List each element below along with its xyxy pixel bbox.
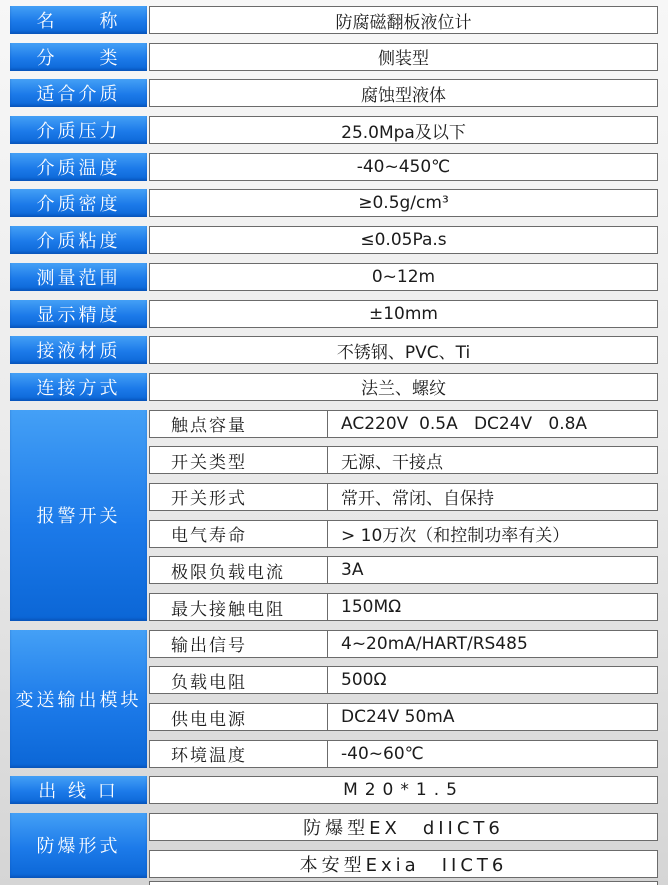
subrow-value: 3A bbox=[341, 560, 364, 581]
subrow-value: 500Ω bbox=[341, 670, 387, 691]
spec-subrow bbox=[149, 483, 658, 511]
subrow-value: > 10万次（和控制功率有关） bbox=[341, 526, 570, 547]
spec-subrow bbox=[149, 520, 658, 548]
row-label: 接液材质 bbox=[10, 336, 147, 364]
spec-subrow bbox=[149, 593, 658, 621]
table-row bbox=[10, 300, 668, 328]
table-row bbox=[10, 43, 668, 71]
row-value: 不锈钢、PVC、Ti bbox=[149, 336, 658, 364]
row-label: 测量范围 bbox=[10, 263, 147, 291]
spec-subrow bbox=[149, 556, 658, 584]
row-value: 0~12m bbox=[149, 263, 658, 291]
row-label: 连接方式 bbox=[10, 373, 147, 401]
subrow-value: 150MΩ bbox=[341, 597, 402, 617]
subrow-value: AC220V 0.5A DC24V 0.8A bbox=[341, 413, 588, 434]
section-rows bbox=[149, 630, 658, 768]
spec-subrow bbox=[149, 666, 658, 694]
table-row bbox=[10, 226, 668, 254]
subrow-value: -40~60℃ bbox=[341, 743, 424, 764]
subrow-label: 开关类型 bbox=[150, 447, 328, 473]
row-label: 适合介质 bbox=[10, 79, 147, 107]
explosion-value-row: 防爆型EX dIICT6 bbox=[149, 813, 658, 841]
table-row bbox=[10, 336, 668, 364]
subrow-label: 最大接触电阻 bbox=[150, 594, 328, 620]
section-label: 防爆形式 bbox=[10, 813, 147, 878]
row-label: 名 称 bbox=[10, 6, 147, 34]
subrow-value: 无源、干接点 bbox=[341, 452, 443, 473]
spec-subrow bbox=[149, 740, 658, 768]
subrow-label: 开关形式 bbox=[150, 484, 328, 510]
transmitter-module-section bbox=[10, 630, 668, 768]
table-row bbox=[10, 153, 668, 181]
table-row bbox=[10, 373, 668, 401]
spec-subrow bbox=[149, 446, 658, 474]
table-row bbox=[10, 6, 668, 34]
table-row-outlet bbox=[10, 776, 668, 804]
section-rows bbox=[149, 813, 658, 878]
row-label: 介质压力 bbox=[10, 116, 147, 144]
subrow-label: 负载电阻 bbox=[150, 667, 328, 693]
spec-subrow bbox=[149, 630, 658, 658]
section-label: 变送输出模块 bbox=[10, 630, 147, 768]
row-value: ±10mm bbox=[149, 300, 658, 328]
row-value: -40~450℃ bbox=[149, 153, 658, 181]
row-value: 法兰、螺纹 bbox=[149, 373, 658, 401]
row-label: 介质粘度 bbox=[10, 226, 147, 254]
row-value: 25.0Mpa及以下 bbox=[149, 116, 658, 144]
subrow-label: 环境温度 bbox=[150, 741, 328, 767]
spec-subrow bbox=[149, 703, 658, 731]
subrow-value: DC24V 50mA bbox=[341, 707, 455, 728]
row-label: 介质温度 bbox=[10, 153, 147, 181]
alarm-switch-section bbox=[10, 410, 668, 621]
section-rows bbox=[149, 410, 658, 621]
table-row bbox=[10, 79, 668, 107]
row-value: ≤0.05Pa.s bbox=[149, 226, 658, 254]
spec-subrow bbox=[149, 410, 658, 438]
subrow-label: 供电电源 bbox=[150, 704, 328, 730]
row-value: ≥0.5g/cm³ bbox=[149, 189, 658, 217]
table-row bbox=[10, 263, 668, 291]
subrow-label: 触点容量 bbox=[150, 411, 328, 437]
row-value: 腐蚀型液体 bbox=[149, 79, 658, 107]
row-value: M20*1.5 bbox=[149, 776, 658, 804]
subrow-label: 电气寿命 bbox=[150, 521, 328, 547]
row-label: 显示精度 bbox=[10, 300, 147, 328]
subrow-label: 输出信号 bbox=[150, 631, 328, 657]
subrow-value: 4~20mA/HART/RS485 bbox=[341, 633, 528, 654]
clipped-bottom-row bbox=[149, 881, 658, 885]
row-label: 介质密度 bbox=[10, 189, 147, 217]
row-value: 防腐磁翻板液位计 bbox=[149, 6, 658, 34]
row-value: 侧装型 bbox=[149, 43, 658, 71]
row-label: 出 线 口 bbox=[10, 776, 147, 804]
explosion-value-row: 本安型Exia IICT6 bbox=[149, 850, 658, 878]
explosion-proof-section bbox=[10, 813, 668, 878]
row-label: 分 类 bbox=[10, 43, 147, 71]
section-label: 报警开关 bbox=[10, 410, 147, 621]
subrow-value: 常开、常闭、自保持 bbox=[341, 489, 494, 510]
table-row bbox=[10, 189, 668, 217]
table-row bbox=[10, 116, 668, 144]
subrow-label: 极限负载电流 bbox=[150, 557, 328, 583]
